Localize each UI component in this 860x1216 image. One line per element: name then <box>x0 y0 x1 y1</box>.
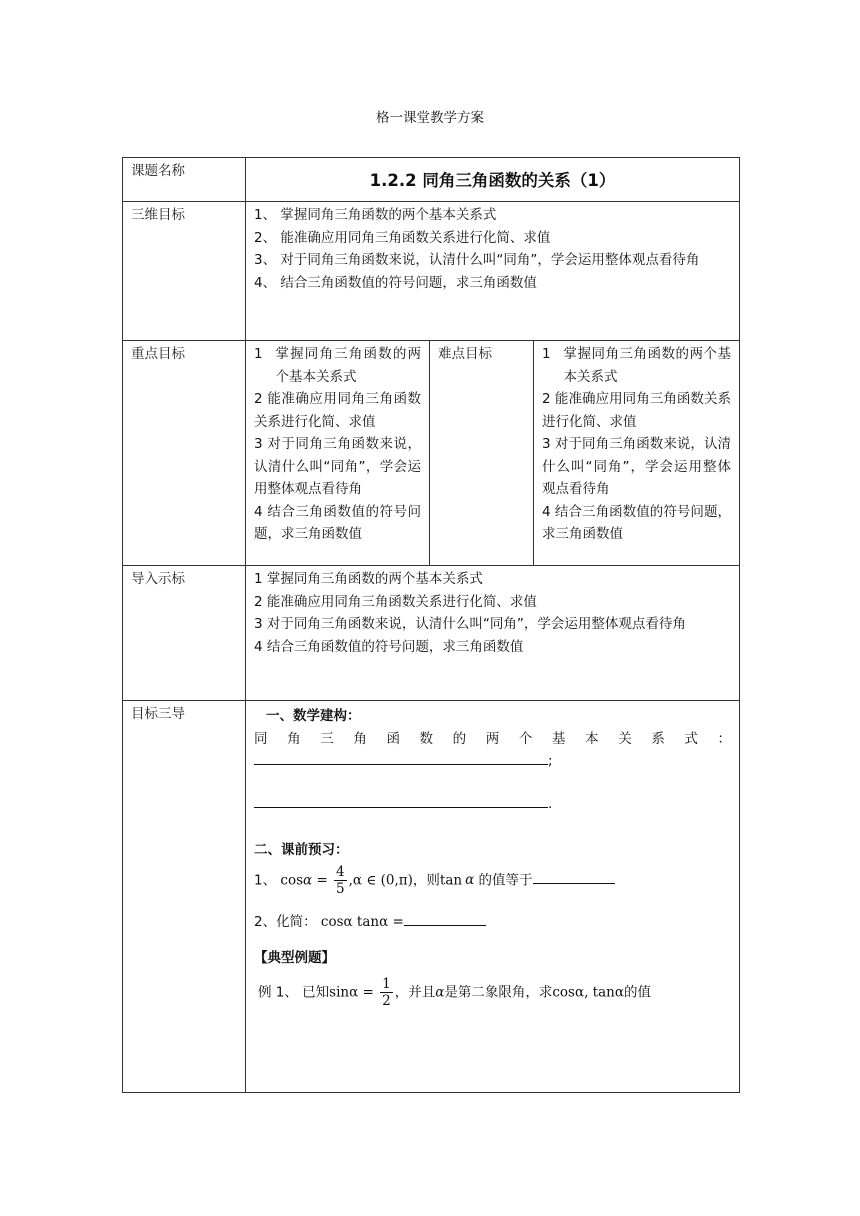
answer-blank-1[interactable]: ; <box>254 750 731 773</box>
topic-label: 课题名称 <box>123 158 246 202</box>
preview-question-1: 1、 cosα = $\frac{4}{5}$ ,α ∈ (0,π)，则tan α 的值等于 <box>254 864 731 897</box>
section-heading-preview: 二、课前预习： <box>254 842 349 858</box>
intro-item: 3 对于同角三角函数来说，认清什么叫“同角”，学会运用整体观点看待角 <box>254 616 686 632</box>
lesson-plan-table <box>122 157 740 1093</box>
construction-prompt: 同 角 三 角 函 数 的 两 个 基 本 关 系 式 ： <box>254 730 732 747</box>
goals-content <box>246 202 740 341</box>
section-heading-construction: 一、数学建构： <box>266 708 361 724</box>
difficulty-label: 难点目标 <box>430 341 534 566</box>
document-title: 格一课堂教学方案 <box>376 110 484 126</box>
key-label: 重点目标 <box>123 341 246 566</box>
guide-label: 目标三导 <box>123 701 246 1093</box>
key-item: 1 掌握同角三角函数的两个基本关系式 <box>254 346 421 385</box>
fraction-four-fifths: $\frac{4}{5}$ <box>336 863 345 897</box>
lesson-title: 1.2.2 同角三角函数的关系（1） <box>246 158 740 202</box>
section-heading-examples: 【典型例题】 <box>254 950 335 966</box>
intro-content <box>246 566 740 701</box>
row-intro <box>123 566 740 701</box>
goals-label: 三维目标 <box>123 202 246 341</box>
key-content <box>246 341 430 566</box>
difficulty-item: 4 结合三角函数值的符号问题，求三角函数值 <box>542 503 732 542</box>
intro-item: 1 掌握同角三角函数的两个基本关系式 <box>254 571 483 587</box>
fraction-one-half: $\frac{1}{2}$ <box>382 975 391 1009</box>
goal-item: 2、 能准确应用同角三角函数关系进行化简、求值 <box>254 229 551 246</box>
difficulty-item: 1 掌握同角三角函数的两个基本关系式 <box>542 346 732 385</box>
answer-blank-2[interactable]: . <box>254 793 731 816</box>
answer-blank-q1[interactable] <box>533 869 615 884</box>
key-item: 3 对于同角三角函数来说，认清什么叫“同角”，学会运用整体观点看待角 <box>254 436 421 497</box>
intro-label: 导入示标 <box>123 566 246 701</box>
preview-question-2: 2、化简： cosα tanα = <box>254 911 731 934</box>
goal-item: 3、 对于同角三角函数来说，认清什么叫“同角”，学会运用整体观点看待角 <box>254 252 700 268</box>
difficulty-content <box>534 341 740 566</box>
key-item: 4 结合三角函数值的符号问题，求三角函数值 <box>254 503 421 542</box>
difficulty-item: 2 能准确应用同角三角函数关系进行化简、求值 <box>542 391 732 430</box>
row-key <box>123 341 740 566</box>
goal-item: 1、 掌握同角三角函数的两个基本关系式 <box>254 207 497 223</box>
intro-item: 2 能准确应用同角三角函数关系进行化简、求值 <box>254 593 537 610</box>
row-guide <box>123 701 740 1093</box>
row-topic <box>123 158 740 202</box>
answer-blank-q2[interactable] <box>404 911 486 926</box>
guide-content <box>246 701 740 1093</box>
example-1: 例 1、 已知sinα = $\frac{1}{2}$ ，并且α是第二象限角，求cosα, tanα的值 <box>258 975 651 1009</box>
intro-item: 4 结合三角函数值的符号问题，求三角函数值 <box>254 638 524 655</box>
difficulty-item: 3 对于同角三角函数来说，认清什么叫“同角”，学会运用整体观点看待角 <box>542 436 732 497</box>
key-item: 2 能准确应用同角三角函数关系进行化简、求值 <box>254 391 421 430</box>
row-goals <box>123 202 740 341</box>
goal-item: 4、 结合三角函数值的符号问题，求三角函数值 <box>254 274 537 291</box>
